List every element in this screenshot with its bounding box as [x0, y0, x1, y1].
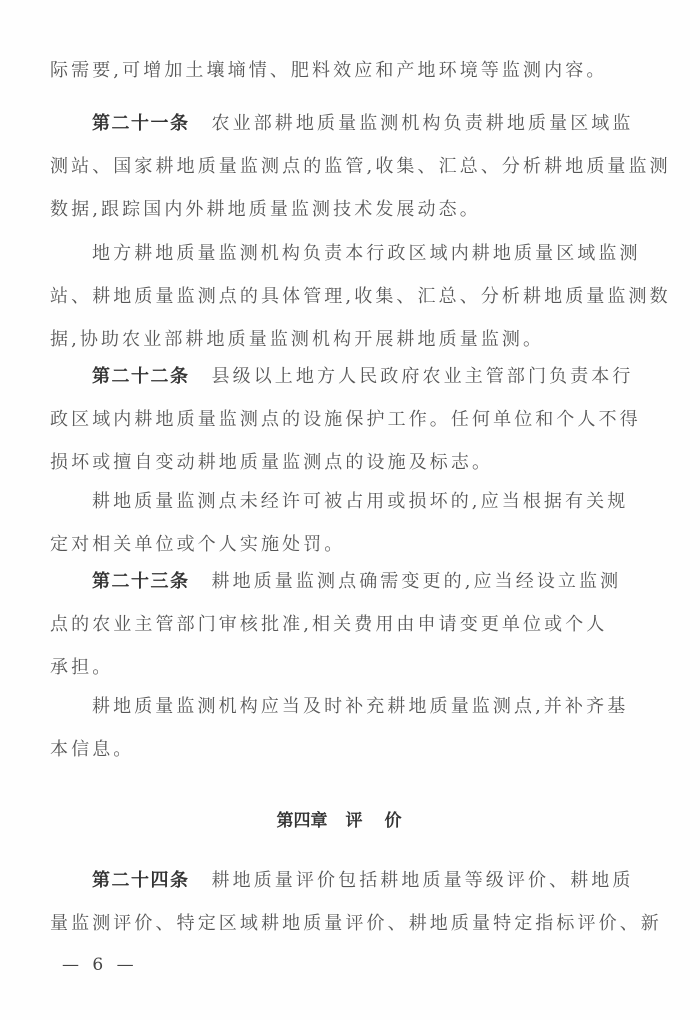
text-line	[50, 614, 642, 636]
line-text: 量监测评价、特定区域耕地质量评价、耕地质量特定指标评价、新	[50, 913, 662, 934]
text-line	[50, 657, 642, 679]
line-text: 县级以上地方人民政府农业主管部门负责本行	[211, 366, 634, 387]
paragraph-first-line	[92, 243, 642, 265]
chapter-number: 第四章	[276, 811, 328, 831]
line-text: 际需要,可增加土壤墒情、肥料效应和产地环境等监测内容。	[50, 60, 608, 81]
line-text: 损坏或擅自变动耕地质量监测点的设施及标志。	[50, 452, 494, 473]
line-text: 据,协助农业部耕地质量监测机构开展耕地质量监测。	[50, 329, 545, 350]
line-text: 地方耕地质量监测机构负责本行政区域内耕地质量区域监测	[92, 243, 641, 264]
text-line	[50, 913, 662, 935]
article-22-first-line	[92, 366, 642, 388]
text-line	[50, 199, 642, 221]
line-text: 承担。	[50, 657, 114, 678]
article-23-first-line	[92, 571, 642, 593]
article-21-first-line	[92, 113, 642, 135]
line-text: 政区域内耕地质量监测点的设施保护工作。任何单位和个人不得	[50, 409, 641, 430]
line-text: 定对相关单位或个人实施处罚。	[50, 534, 346, 555]
text-line	[50, 739, 642, 761]
chapter-heading	[0, 806, 700, 831]
article-number: 第二十二条	[92, 366, 190, 387]
text-line	[50, 452, 642, 474]
line-text: 站、耕地质量监测点的具体管理,收集、汇总、分析耕地质量监测数	[50, 286, 671, 307]
paragraph-first-line	[92, 491, 642, 513]
line-text: 耕地质量监测点确需变更的,应当经设立监测	[211, 571, 622, 592]
article-number: 第二十四条	[92, 870, 190, 891]
article-24-first-line	[92, 870, 642, 892]
article-number: 第二十三条	[92, 571, 190, 592]
text-line	[50, 409, 642, 431]
line-text: 本信息。	[50, 739, 135, 760]
chapter-title: 评价	[345, 811, 424, 831]
text-line	[50, 286, 671, 308]
line-text: 耕地质量监测点未经许可被占用或损坏的,应当根据有关规	[92, 491, 629, 512]
text-line	[50, 534, 642, 556]
line-text: 数据,跟踪国内外耕地质量监测技术发展动态。	[50, 199, 481, 220]
text-line	[50, 156, 671, 178]
line-text: 耕地质量评价包括耕地质量等级评价、耕地质	[211, 870, 634, 891]
line-text: 农业部耕地质量监测机构负责耕地质量区域监	[211, 113, 634, 134]
page-number: — 6 —	[62, 955, 138, 975]
text-line	[50, 329, 642, 351]
paragraph-first-line	[92, 696, 642, 718]
line-text: 测站、国家耕地质量监测点的监管,收集、汇总、分析耕地质量监测	[50, 156, 671, 177]
text-line	[50, 60, 642, 82]
line-text: 点的农业主管部门审核批准,相关费用由申请变更单位或个人	[50, 614, 608, 635]
line-text: 耕地质量监测机构应当及时补充耕地质量监测点,并补齐基	[92, 696, 629, 717]
article-number: 第二十一条	[92, 113, 190, 134]
